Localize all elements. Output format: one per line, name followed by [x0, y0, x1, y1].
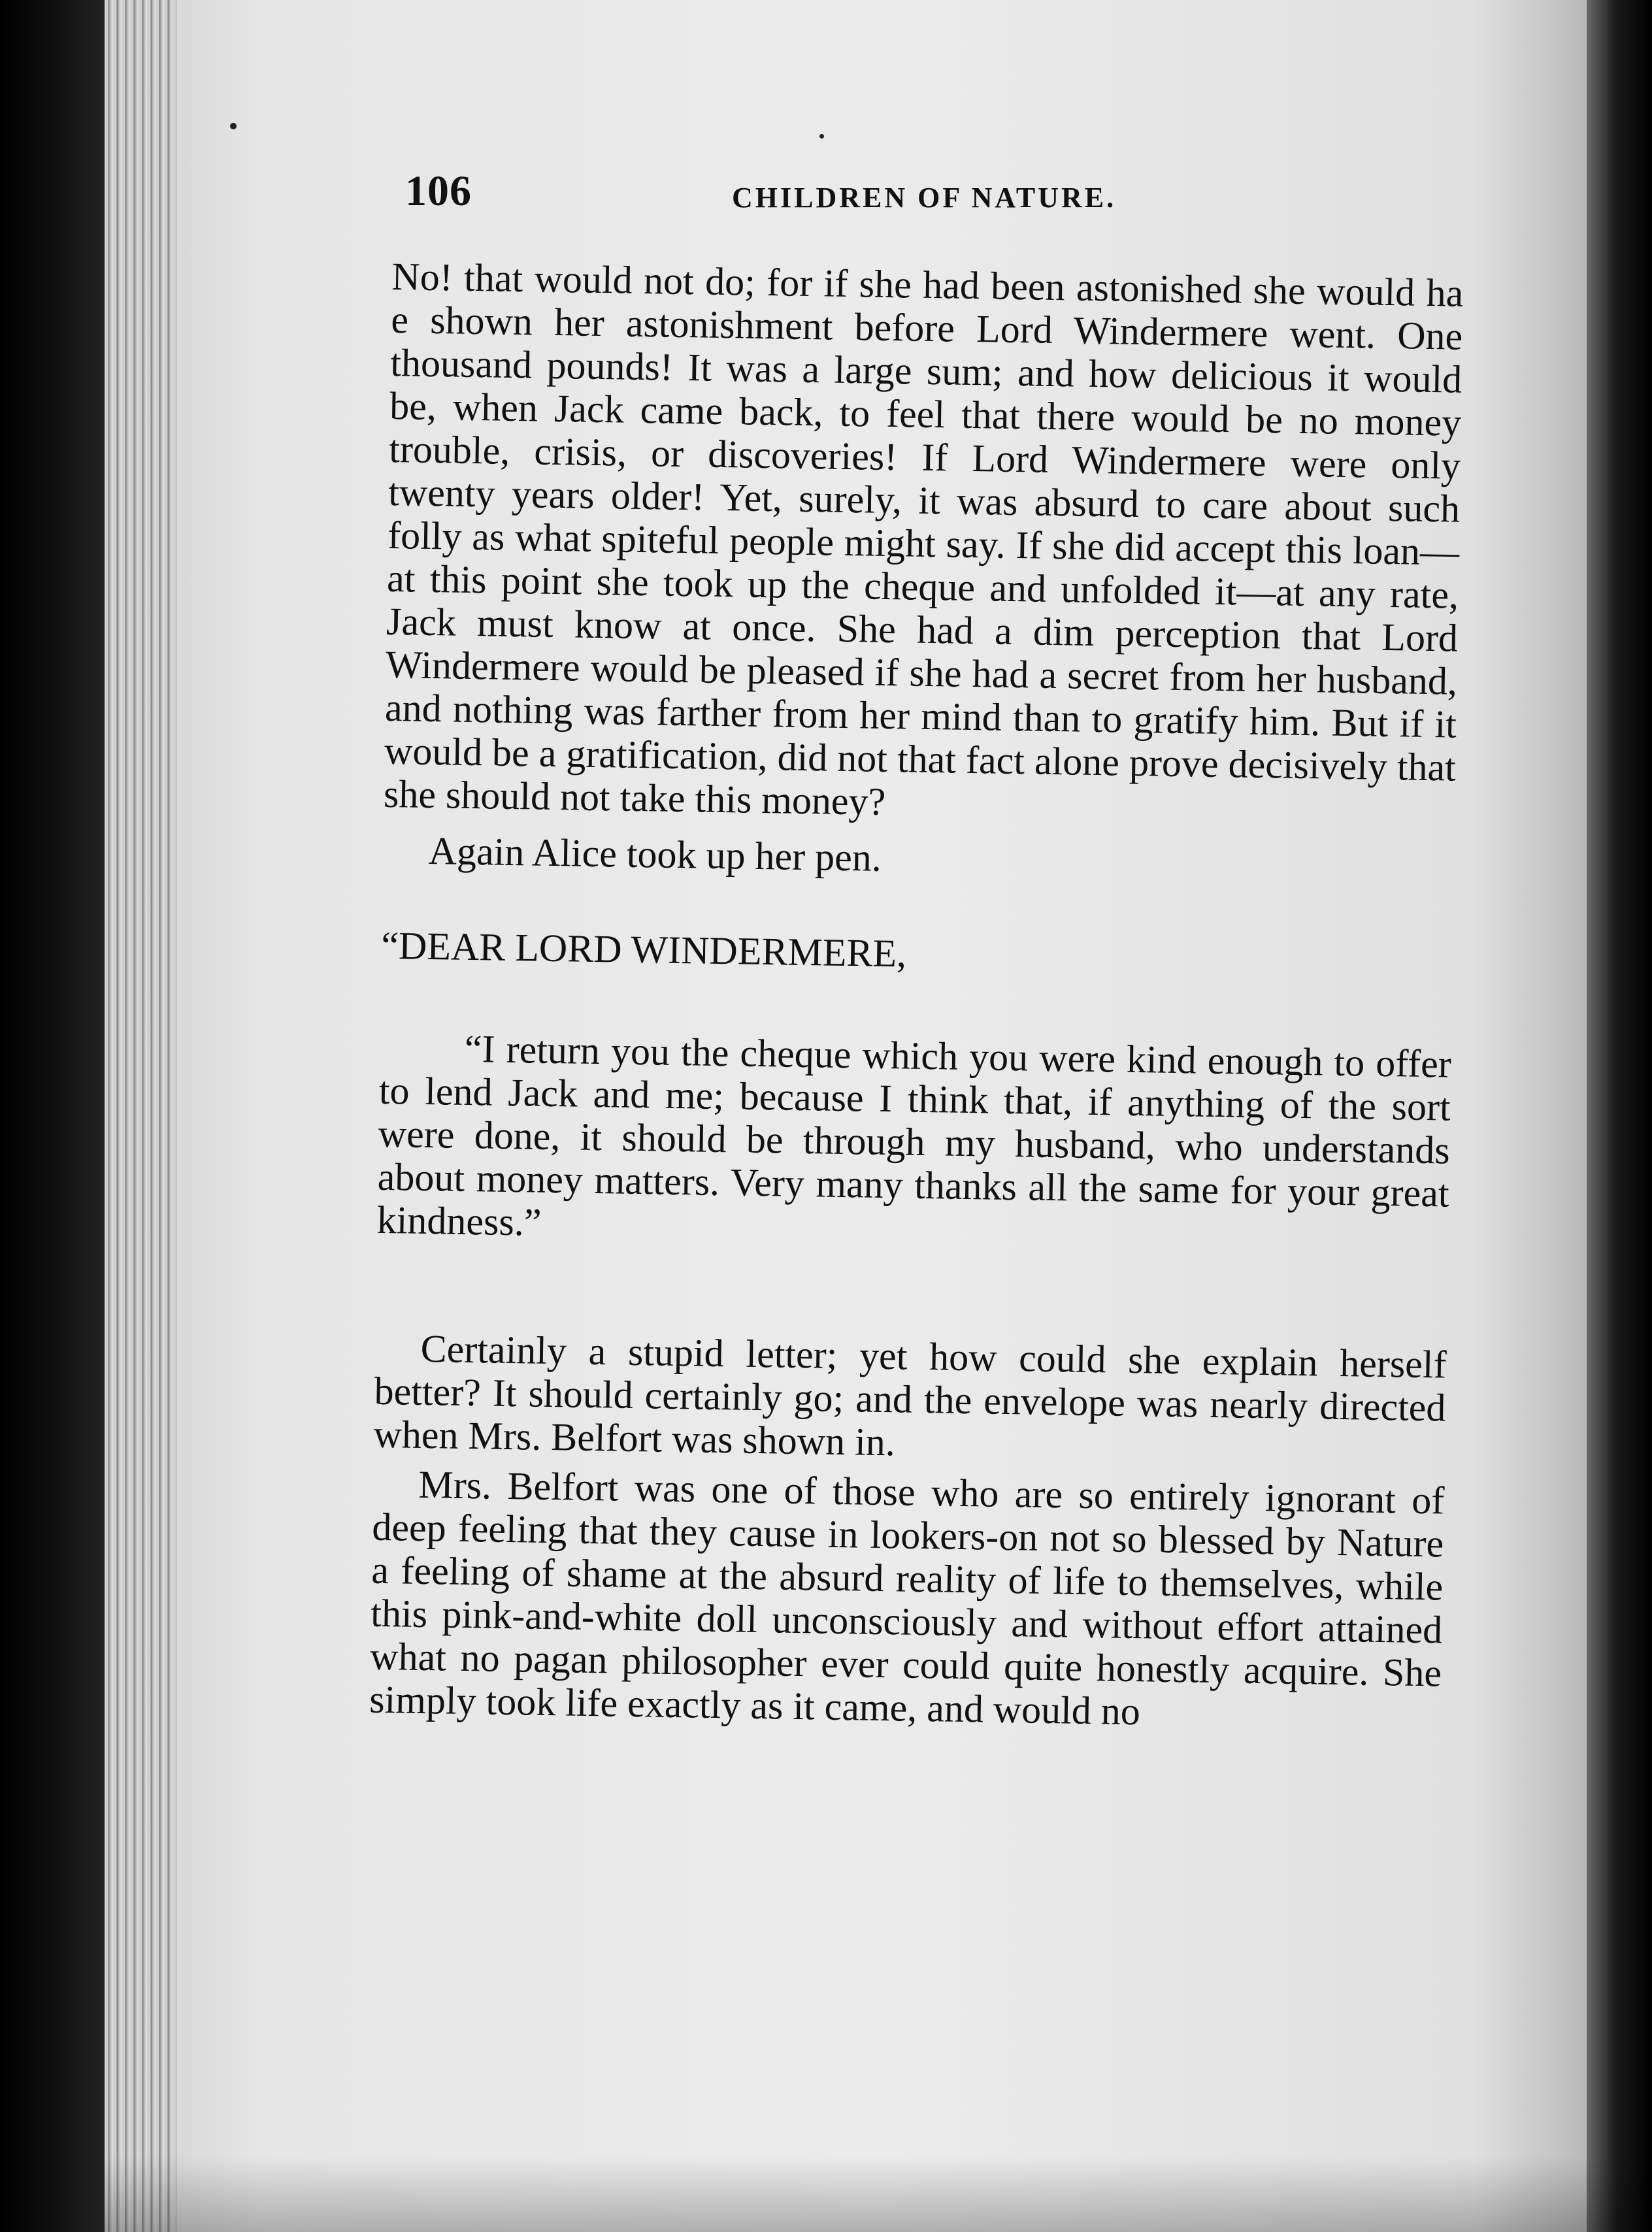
body-text: [369, 255, 1464, 1737]
letter-body: “I return you the cheque which you were kind enough to offer to lend Jack and me; because I think that, if anything of the sort were done, it should be through my husband, who understands about money matters. Very many thanks all the same for your great kindness.”: [376, 1026, 1452, 1244]
bottom-shadow: [105, 2156, 1652, 2232]
book-spine-shadow: [0, 0, 105, 2232]
dust-speck: [819, 134, 824, 139]
dust-speck: [230, 123, 237, 129]
paragraph-mrs-belfort: Mrs. Belfort was one of those who are so entirely ignorant of deep feeling that they cause in lookers-on not so blessed by Nature a feeling of shame at the absurd reality of life to themselves, while this pink-and-white doll unconsciously and without effort attained what no pagan philosopher ever could quite honestly acquire. She simply took life exactly as it came, and would no: [369, 1462, 1445, 1733]
running-head: CHILDREN OF NATURE.: [732, 182, 1117, 214]
letter-salutation: “DEAR LORD WINDERMERE,: [380, 923, 907, 976]
page-edges: [105, 0, 176, 2232]
right-edge-shadow: [1587, 0, 1652, 2232]
paragraph-1: No! that would not do; for if she had been astonished she would ha e shown her astonishment before Lord Windermere went. One thousand pounds! It was a large sum; and how delicious it would be, when Jack came back, to feel that there would be no money trouble, crisis, or discoveries! If Lord Windermere were only twenty years older! Yet, surely, it was absurd to care about such folly as what spiteful people might say. If she did accept this loan—at this point she took up the cheque and unfolded it—at any rate, Jack must know at once. She had a dim perception that Lord Windermere would be pleased if she had a secret from her husband, and nothing was farther from her mind than to gratify him. But if it would be a gratification, did not that fact alone prove decisively that she should not take this money?: [383, 255, 1464, 823]
paragraph-after-letter: Certainly a stupid letter; yet how could she explain herself better? It should certainly go; and the envelope was nearly directed when Mrs. Belfort was shown in.: [373, 1326, 1447, 1464]
page-number: 106: [405, 167, 472, 215]
paragraph-2: Again Alice took up her pen.: [428, 829, 882, 879]
page-header: [405, 167, 1157, 219]
